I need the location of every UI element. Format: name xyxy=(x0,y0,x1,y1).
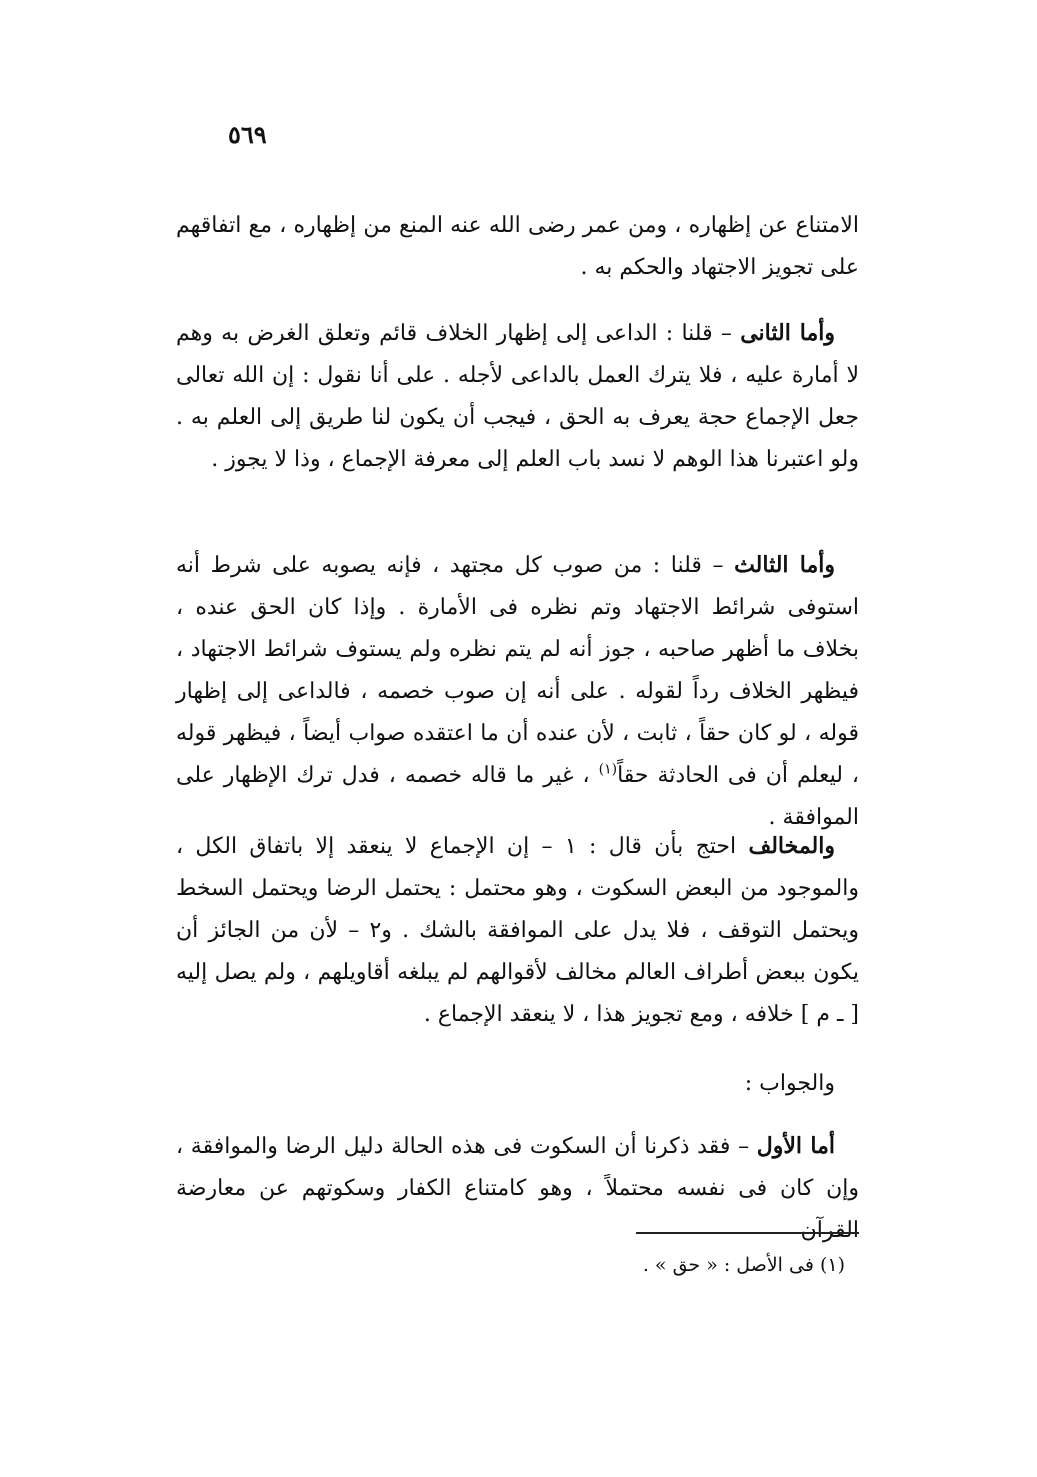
paragraph-third-objection xyxy=(176,544,859,839)
paragraph-text: – فقد ذكرنا أن السكوت فى هذه الحالة دليل الرضا والموافقة ، وإن كان فى نفسه محتملاً ، وهو كامتناع الكفار وسكوتهم عن معارضة القرآن xyxy=(176,1134,859,1243)
footnote-reference: (١) xyxy=(598,761,618,778)
page-number: ٥٦٩ xyxy=(228,120,267,149)
paragraph-text: والجواب : xyxy=(744,1071,835,1096)
paragraph-lead: أما الأول xyxy=(756,1133,836,1159)
paragraph-text-after: ، غير ما قاله خصمه ، فدل ترك الإظهار على الموافقة . xyxy=(176,763,859,830)
paragraph-opponent-argument xyxy=(176,825,859,1036)
footnote-divider xyxy=(636,1232,859,1234)
paragraph-lead: والمخالف xyxy=(748,833,835,859)
paragraph-answer-heading xyxy=(176,1063,859,1105)
paragraph-text: احتج بأن قال : ١ – إن الإجماع لا ينعقد إلا باتفاق الكل ، والموجود من البعض السكوت ، وهو محتمل : يحتمل الرضا ويحتمل السخط ويحتمل التوقف ، فلا يدل على الموافقة بالشك . و٢ – لأن من الجائز أن يكون ببعض أطراف العالم مخالف لأقوالهم لم يبلغه أقاويلهم ، ولم يصل إليه [ ـ م ] خلافه ، ومع تجويز هذا ، لا ينعقد الإجماع . xyxy=(176,834,859,1027)
paragraph-lead: وأما الثالث xyxy=(734,552,835,578)
paragraph-continuation xyxy=(176,205,859,289)
paragraph-text: الامتناع عن إظهاره ، ومن عمر رضى الله عنه المنع من إظهاره ، مع اتفاقهم على تجويز الاجتهاد والحكم به . xyxy=(176,213,859,280)
paragraph-text: – قلنا : من صوب كل مجتهد ، فإنه يصوبه على شرط أنه استوفى شرائط الاجتهاد وتم نظره فى الأمارة . وإذا كان الحق عنده ، بخلاف ما أظهر صاحبه ، جوز أنه لم يتم نظره ولم يستوف شرائط الاجتهاد ، فيظهر الخلاف رداً لقوله . على أنه إن صوب خصمه ، فالداعى إلى إظهار قوله ، لو كان حقاً ، ثابت ، لأن عنده أن ما اعتقده صواب أيضاً ، فيظهر قوله ، ليعلم أن فى الحادثة حقاً xyxy=(176,553,859,788)
footnote: (١) فى الأصل : « حق » . xyxy=(642,1254,845,1276)
paragraph-lead: وأما الثانى xyxy=(740,320,836,346)
paragraph-text: – قلنا : الداعى إلى إظهار الخلاف قائم وتعلق الغرض به وهم لا أمارة عليه ، فلا يترك العمل بالداعى لأجله . على أنا نقول : إن الله تعالى جعل الإجماع حجة يعرف به الحق ، فيجب أن يكون لنا طريق إلى العلم به . ولو اعتبرنا هذا الوهم لا نسد باب العلم إلى معرفة الإجماع ، وذا لا يجوز . xyxy=(176,321,859,472)
paragraph-second-objection xyxy=(176,312,859,481)
